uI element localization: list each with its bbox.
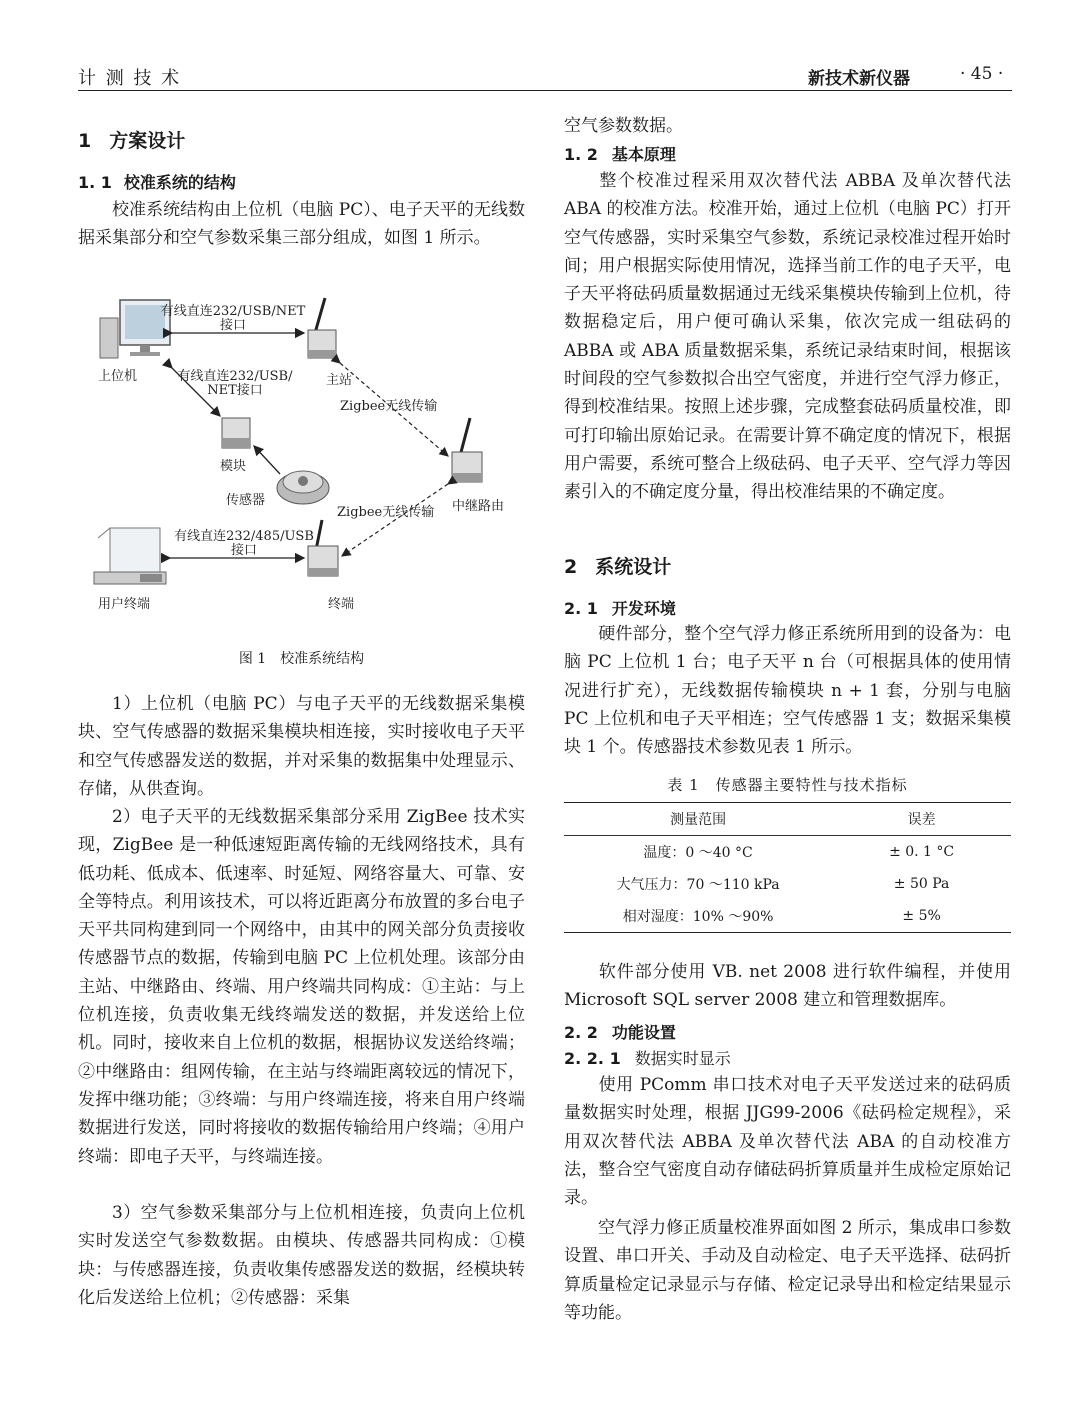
section-title: 校准系统的结构 <box>123 173 236 192</box>
paragraph-continued: 空气参数数据。 <box>564 116 683 136</box>
page-number: · 45 · <box>960 64 1004 84</box>
section-2-1-heading <box>564 596 676 619</box>
section-number: 1. 2 <box>564 145 598 164</box>
label-master: 主站 <box>326 373 353 388</box>
figure-1-caption: 图 1 校准系统结构 <box>238 651 365 667</box>
label-host: 上位机 <box>98 369 138 384</box>
label-zigbee-2: Zigbee无线传输 <box>337 505 435 520</box>
table-cell: ± 0. 1 °C <box>889 844 955 860</box>
intro-paragraph: 校准系统结构由上位机（电脑 PC）、电子天平的无线数据采集部分和空气参数采集三部分组成，如图 1 所示。 <box>78 200 525 249</box>
running-header-section: 新技术新仪器 <box>808 69 910 89</box>
section-number: 1. 1 <box>78 173 112 192</box>
label-module: 模块 <box>220 459 247 474</box>
label-zigbee-1: Zigbee无线传输 <box>340 399 438 414</box>
paragraph-realtime-display: 使用 PComm 串口技术对电子天平发送过来的砝码质量数据实时处理，根据 JJG99-2006《砝码检定规程》，采用双次替代法 ABBA 及单次替代法 ABA 的自动校准方法，整合空气密度自动存储砝码折算质量并生成检定原始记录。 <box>564 1075 1011 1209</box>
running-header-left: 计 测 技 术 <box>78 68 182 89</box>
header-rule <box>78 90 1012 91</box>
label-link-top: 有线直连232/USB/NET 接口 <box>160 304 306 333</box>
paragraph-dev-env: 硬件部分，整个空气浮力修正系统所用到的设备为：电脑 PC 上位机 1 台；电子天平 n 台（可根据具体的使用情况进行扩充），无线数据传输模块 n + 1 套，分别与电脑 PC 上位机和电子天平相连；空气传感器 1 支；数据采集模块 1 个。传感器技术参数见表 1 所示。 <box>564 624 1011 758</box>
figure-1 <box>90 288 530 628</box>
table-cell: 相对湿度：10% ～90% <box>622 909 774 925</box>
section-title: 开发环境 <box>611 599 676 618</box>
table-cell: ± 50 Pa <box>893 876 950 892</box>
table-header-error: 误差 <box>832 803 1011 836</box>
sensor-icon <box>277 471 329 504</box>
section-2-2-1-heading <box>564 1046 731 1069</box>
section-2-2-heading <box>564 1020 676 1043</box>
paragraph-zigbee: 2）电子天平的无线数据采集部分采用 ZigBee 技术实现，ZigBee 是一种低速短距离传输的无线网络技术，具有低功耗、低成本、低速率、时延短、网络容量大、可靠、安全等特点。利用该技术，可以将近距离分布放置的多台电子天平共同构建到同一个网络中，由其中的网关部分负责接收传感器节点的数据，传输到电脑 PC 上位机处理。该部分由主站、中继路由、终端、用户终端共同构成：①主站：与上位机连接，负责收集无线终端发送的数据，并发送给上位机。同时，接收来自上位机的数据，根据协议发送给终端；②中继路由：组网传输，在主站与终端距离较远的情况下，发挥中继功能；③终端：与用户终端连接，将来自用户终端数据进行发送，同时将接收的数据传输给用户终端；④用户终端：即电子天平，与终端连接。 <box>78 807 525 1167</box>
module-icon <box>222 418 250 448</box>
system-structure-diagram <box>90 288 530 628</box>
label-link-mid: 有线直连232/USB/ NET接口 <box>177 369 293 398</box>
paragraph-software: 软件部分使用 VB. net 2008 进行软件编程，并使用 Microsoft SQL server 2008 建立和管理数据库。 <box>564 962 1011 1011</box>
paragraph-principle: 整个校准过程采用双次替代法 ABBA 及单次替代法 ABA 的校准方法。校准开始，通过上位机（电脑 PC）打开空气传感器，实时采集空气参数，系统记录校准过程开始时间；用户根据实际使用情况，选择当前工作的电子天平，电子天平将砝码质量数据通过无线采集模块传输到上位机，待数据稳定后，用户便可确认采集，依次完成一组砝码的 ABBA 或 ABA 质量数据采集，系统记录结束时间，根据该时间段的空气参数拟合出空气密度，并进行空气浮力修正，得到校准结果。按照上述步骤，完成整套砝码质量校准，即可打印输出原始记录。在需要计算不确定度的情况下，根据用户需要，系统可整合上级砝码、电子天平、空气浮力等因素引入的不确定度分量，得出校准结果的不确定度。 <box>564 171 1011 503</box>
section-1-1-heading <box>78 170 236 193</box>
section-number: 2 <box>564 556 578 578</box>
label-link-bottom: 有线直连232/485/USB 接口 <box>174 529 314 558</box>
paragraph-host: 1）上位机（电脑 PC）与电子天平的无线数据采集模块、空气传感器的数据采集模块相连接，实时接收电子天平和空气传感器发送的数据，并对采集的数据集中处理显示、存储，从供查询。 <box>78 694 525 799</box>
section-title: 系统设计 <box>595 556 672 578</box>
section-2-heading <box>564 552 671 579</box>
link-sensor-module <box>254 446 280 474</box>
table-cell: ± 5% <box>902 908 941 924</box>
section-number: 2. 2. 1 <box>564 1049 621 1068</box>
table-cell: 温度：0 ～40 °C <box>643 845 753 861</box>
table-row <box>564 900 1011 932</box>
label-sensor: 传感器 <box>226 493 266 508</box>
section-title: 数据实时显示 <box>634 1049 731 1068</box>
section-number: 2. 2 <box>564 1023 598 1042</box>
section-1-heading <box>78 126 185 153</box>
paragraph-air-params: 3）空气参数采集部分与上位机相连接，负责向上位机实时发送空气参数数据。由模块、传感器共同构成：①模块：与传感器连接，负责收集传感器发送的数据，经模块转化后发送给上位机；②传感器：采集 <box>78 1203 525 1308</box>
table-1-caption: 表 1 传感器主要特性与技术指标 <box>667 776 908 794</box>
section-1-2-heading <box>564 142 676 165</box>
label-user-terminal: 用户终端 <box>98 597 151 612</box>
relay-router-icon <box>452 418 482 482</box>
section-number: 1 <box>78 130 92 152</box>
link-relay-terminal <box>342 484 448 556</box>
label-terminal: 终端 <box>328 597 355 612</box>
label-relay: 中继路由 <box>452 499 505 514</box>
section-title: 方案设计 <box>109 130 186 152</box>
table-cell: 大气压力：70 ～110 kPa <box>616 877 780 893</box>
paragraph-interface: 空气浮力修正质量校准界面如图 2 所示，集成串口参数设置、串口开关、手动及自动检定、电子天平选择、砝码折算质量检定记录显示与存储、检定记录导出和检定结果显示等功能。 <box>564 1218 1011 1323</box>
section-title: 基本原理 <box>611 145 676 164</box>
table-row <box>564 836 1011 869</box>
electronic-balance-icon <box>94 528 166 584</box>
table-header-range: 测量范围 <box>564 803 832 836</box>
table-1 <box>564 802 1011 933</box>
master-station-icon <box>308 298 336 358</box>
section-number: 2. 1 <box>564 599 598 618</box>
table-row <box>564 868 1011 900</box>
section-title: 功能设置 <box>611 1023 676 1042</box>
